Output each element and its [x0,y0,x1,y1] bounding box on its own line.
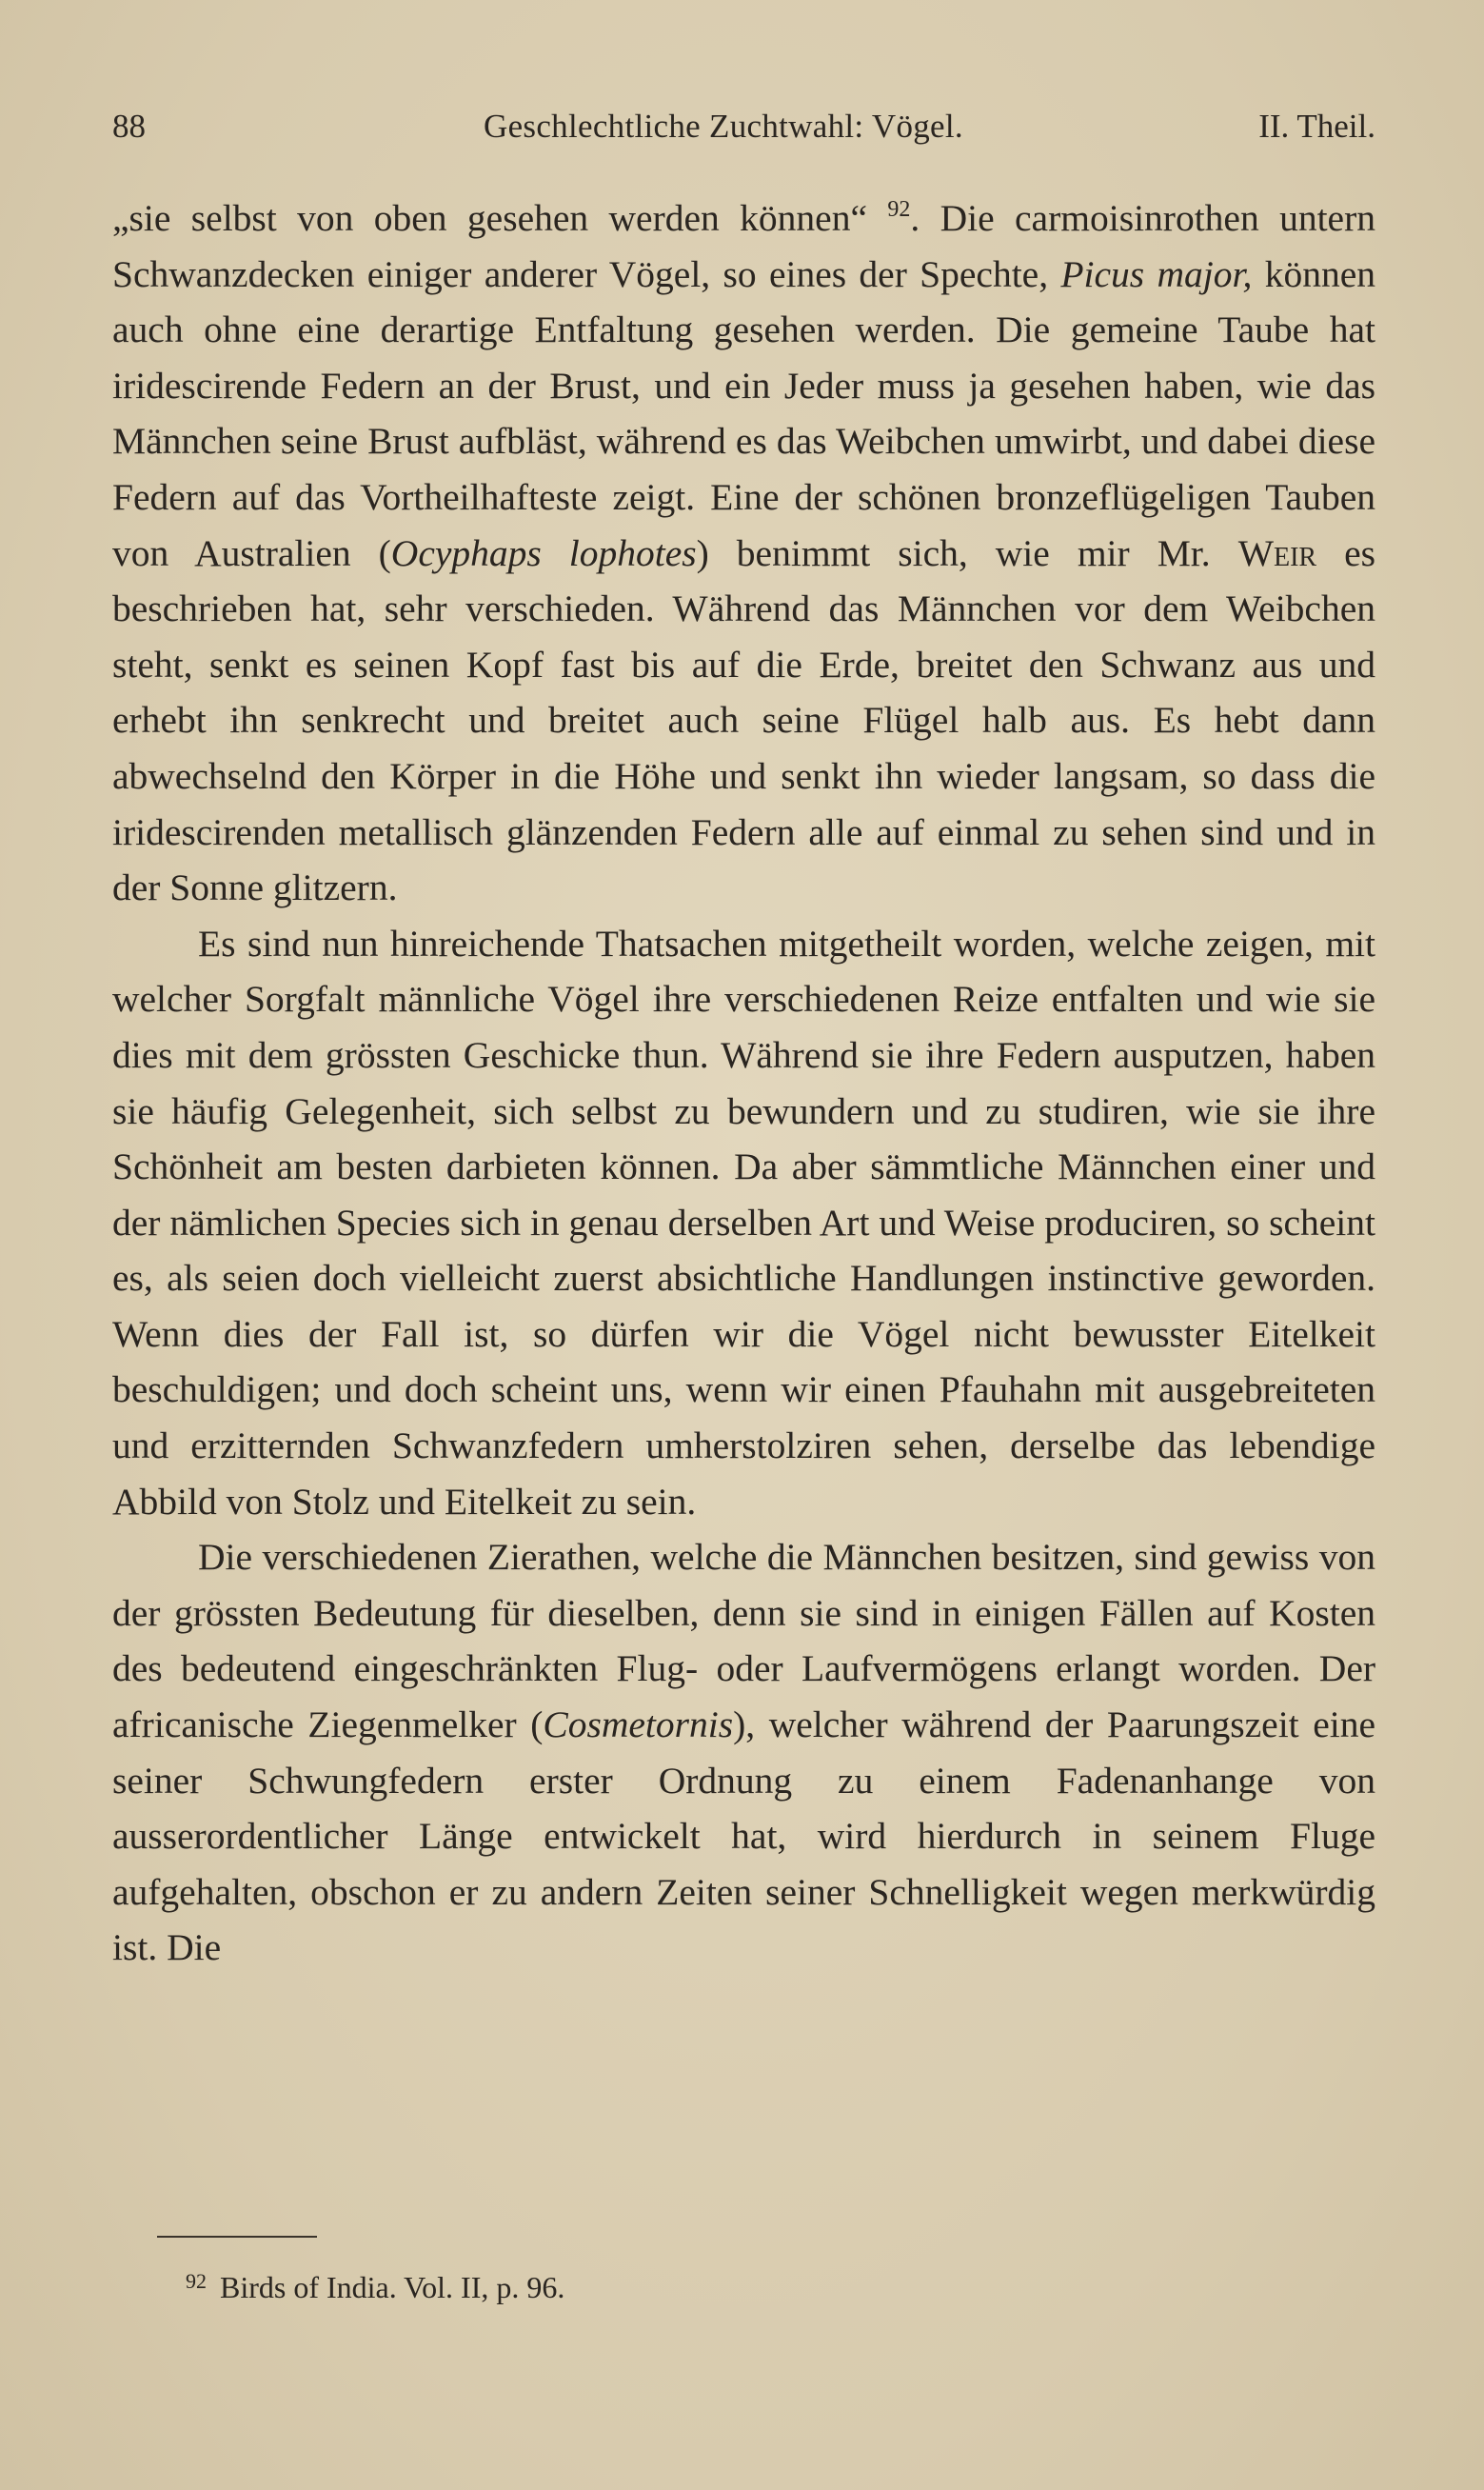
italic-term: Picus major, [1060,252,1253,295]
footnote [186,2266,564,2308]
footnote-number: 92 [186,2269,207,2293]
text-run: ), welcher während der Paarungszeit eine seiner Schwungfedern erster Ordnung zu einem Fadenanhange von ausserordentlicher Länge entwickelt hat, wird hierdurch in seinem Fluge aufgehalten, obschon er zu andern Zeiten seiner Schnelligkeit wegen merkwürdig ist. Die [112,1703,1375,1969]
italic-term: Ocyphaps lophotes [390,531,697,574]
text-run: ) benimmt sich, wie mir Mr. [696,531,1238,574]
part-label: II. Theil. [1258,108,1375,145]
small-caps-name: Weir [1237,531,1317,574]
italic-term: Cosmetornis [543,1703,734,1746]
paragraph [112,190,1375,916]
text-run: können auch ohne eine derartige Entfaltung gesehen werden. Die gemeine Taube hat iridescirende Federn an der Brust, und ein Jeder muss ja gesehen haben, wie das Männchen seine Brust aufbläst, während es das Weibchen umwirbt, und dabei diese Federn auf das Vortheilhafteste zeigt. Eine der schönen bronzeflügeligen Tauben von Australien ( [112,252,1375,574]
paragraph [112,916,1375,1530]
text-run: „sie selbst von oben gesehen werden können“ [112,197,888,239]
text-run: Die verschiedenen Zierathen, welche die Männchen besitzen, sind gewiss von der grössten Bedeutung für dieselben, denn sie sind in einigen Fällen auf Kosten des bedeutend eingeschränkten Flug- oder Laufvermögens erlangt worden. Der africanische Ziegenmelker ( [112,1536,1375,1746]
text-run: es beschrieben hat, sehr verschieden. Während das Männchen vor dem Weibchen steht, senkt es seinen Kopf fast bis auf die Erde, breitet den Schwanz aus und erhebt ihn senkrecht und breitet auch seine Flügel halb aus. Es hebt dann abwechselnd den Körper in die Höhe und senkt ihn wieder langsam, so dass die iridescirenden metallisch glänzenden Federn alle auf einmal zu sehen sind und in der Sonne glitzern. [112,531,1375,909]
footnote-text: Birds of India. Vol. II, p. 96. [220,2270,565,2304]
footnote-divider [157,2236,317,2238]
page-number: 88 [112,108,146,145]
running-title: Geschlechtliche Zuchtwahl: Vögel. [484,108,963,145]
body-text [112,190,1375,1976]
page-header [112,103,1375,150]
footnote-reference: 92 [887,197,911,222]
text-run: . Die carmoisinrothen untern Schwanzdecken einiger anderer Vögel, so eines der Spechte, [112,197,1375,295]
paragraph [112,1529,1375,1976]
text-run: Es sind nun hinreichende Thatsachen mitgetheilt worden, welche zeigen, mit welcher Sorgfalt männliche Vögel ihre verschiedenen Reize entfalten und wie sie dies mit dem grössten Geschicke thun. Während sie ihre Federn ausputzen, haben sie häufig Gelegenheit, sich selbst zu bewundern und zu studiren, wie sie ihre Schönheit am besten darbieten können. Da aber sämmtliche Männchen einer und der nämlichen Species sich in genau derselben Art und Weise produciren, so scheint es, als seien doch vielleicht zuerst absichtliche Handlungen instinctive geworden. Wenn dies der Fall ist, so dürfen wir die Vögel nicht bewusster Eitelkeit beschuldigen; und doch scheint uns, wenn wir einen Pfauhahn mit ausgebreiteten und erzitternden Schwanzfedern umherstolziren sehen, derselbe das lebendige Abbild von Stolz und Eitelkeit zu sein. [112,922,1375,1523]
